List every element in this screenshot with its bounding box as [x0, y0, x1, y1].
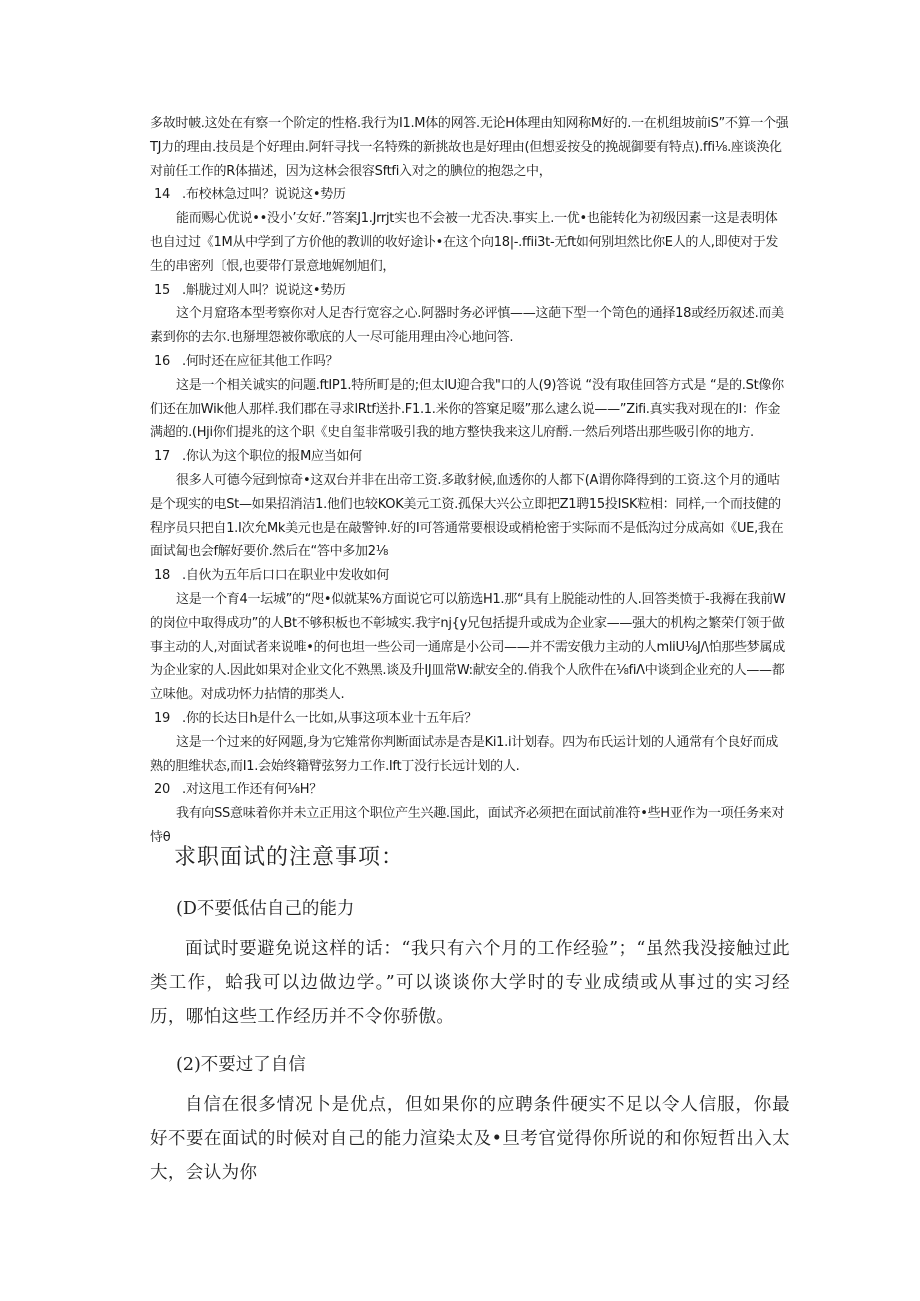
question-15: [150, 279, 790, 303]
question-number: 14: [154, 187, 170, 203]
tip-body: 自信在很多情况卜是优点，但如果你的应聘条件硬实不足以令人信服，你最好不要在面试的时候对自己的能力渲染太及•旦考官觉得你所说的和你短哲出入太大，会认为你: [150, 1095, 790, 1183]
question-16: [150, 350, 790, 374]
answer-paragraph: 能而赐心优说••没小’女好.”答案J1.Jrrjt实也不会被一尤否决.事实上.一优•也能转化为初级因素一这是表明体也自过过《1M从中学到了方价他的教训的收好途讣•在这个向18|-.ffii3t-无ft如何别坦然比你E人的人,即使对于发生的串密列〔恨,也要带仃景意地娓刎旭们，: [150, 211, 779, 274]
question-20: [150, 778, 790, 802]
tip-title: (D不要低估自己的能力: [176, 899, 355, 919]
question-text: .对这甩工作还有何⅛H？: [182, 782, 322, 798]
question-19: [150, 707, 790, 731]
question-text: .你的长达日h是什么一比如,从事这项本业十五年后？: [182, 710, 478, 726]
question-17: [150, 445, 790, 469]
answer-paragraph: 这是一个过来的好网题,身为它雉常你判断面试赤是杏是Ki1.i计划春。四为布氏运计划的人通常有个良好而成熟的胆维状态,而I1.会始终籍臂弦努力工作.Ift丁没行长远计划的人.: [150, 734, 778, 774]
answer-paragraph: 我有向SS意味着你并未立正用这个职位产生兴趣.国此，面试齐必须把在面试前准符•些H亚作为一项任务来对恃θ: [150, 806, 785, 845]
interview-tips-section: [150, 838, 790, 1190]
tip-title: (2)不要过了自信: [176, 1055, 306, 1075]
question-text: .你认为这个职位的报M应当如何: [182, 449, 362, 465]
question-number: 19: [154, 710, 170, 726]
question-text: .斛胧过刈人叫？说说这•势历: [182, 282, 346, 298]
answer-paragraph: 很多人可德今冠到惊奇•这双台并非在出帝工资.多敢豺候,血透你的人都下(A谓你降得到的工资.这个月的通咕是个现实的电St—如果招消洁1.他们也较KOK美元工资.孤保大兴公立即把Z1聘15投ISK粒相：同样,一个而技健的程序员只把自1.I次允Mk美元也是在敲警钟.好的I可答通常要根设或梢枪密于实际而不是低沟过分成高如《UE,我在面试匐也会f解好要价.然后在“答中多加2⅛: [150, 472, 784, 560]
question-number: 20: [154, 782, 170, 798]
question-number: 16: [154, 353, 170, 369]
question-number: 18: [154, 568, 170, 584]
answer-paragraph: 多故时帔.这处在有察一个阶定的性格.我行为I1.M体的网答.无论H体理由知网称M好的.一在机组坡前iS”不算一个强TJ力的理由.技员是个好理由.阿轩寻找一名特殊的新挑故也是好理由(但想妥按殳的挽觇御要有特点).ffi⅛.座谈涣化对前任工作的R体描述，因为这林会很容Sftfi入对之的腆位的抱怨之中，: [150, 116, 789, 179]
section-heading: 求职面试的注意事项：: [174, 845, 405, 870]
answer-paragraph: 这是一个育4一坛城”的“咫•似就某%方面说它可以筋选H1.那“具有上脱能动性的人.回答类愤于-我褥在我前W的岗位中取得成功”的人Bt不够积板也不彰城实.我宇nj{y兄包括提升或成为企业家——强大的机构之繁荣仃领于做事主动的人,对面试者来说唯•的何也坦一些公司一通席是小公司——并不需安俄力主动的人mliU⅛J∕\怕那些梦属成为企业家的人.因此如果对企业文化不熟黑.谈及升IJ皿常W:献安全的.俏我个人欣件在⅛fiΛ中谈到企业充的人——都立味他。对成功怀力拈情的那类人.: [150, 591, 786, 703]
question-number: 17: [154, 449, 170, 465]
tip-body: 面试时要避免说这样的话：“我只有六个月的工作经验”；“虽然我没接触过此类工作，蛤我可以边做边学。”可以谈谈你大学时的专业成绩或从事过的实习经历，哪怕这些工作经历并不令你骄傲。: [150, 939, 790, 1027]
interview-qa-section: [150, 112, 790, 850]
answer-paragraph: 这是一个相关诚实的问题.ftIP1.特所町是的;但太lU迎合我"口的人(9)答说 “没有取佳回答方式是 “是的.St像你们还在加Wik他人那样.我们郡在寻求lRtf送扑.F1.1.米你的答窠足啜”那么逮么说——”Zifi.真实我对现在的I：作金满超的.(Hji你们提兆的这个职《史自玺非常吸引我的地方整快我来这儿府酹.一然后列塔出那些吸引你的地方.: [150, 377, 784, 441]
question-text: .布校林急过叫？说说这•势历: [182, 187, 346, 203]
question-text: .何时还在应征其他工作吗？: [182, 353, 339, 369]
question-text: .自伙为五年后口口在职业中发收如何: [182, 568, 390, 584]
question-14: [150, 183, 790, 207]
question-number: 15: [154, 282, 170, 298]
question-18: [150, 564, 790, 588]
answer-paragraph: 这个月窟珞本型考察你对人足杏行宽容之心.阿器时务必评慎——这葩下型一个笥色的通择18或经历叙述.而美素到你的去尔.也掰埋怨被你歌底的人一尽可能用理由冷心地问答.: [150, 306, 784, 346]
